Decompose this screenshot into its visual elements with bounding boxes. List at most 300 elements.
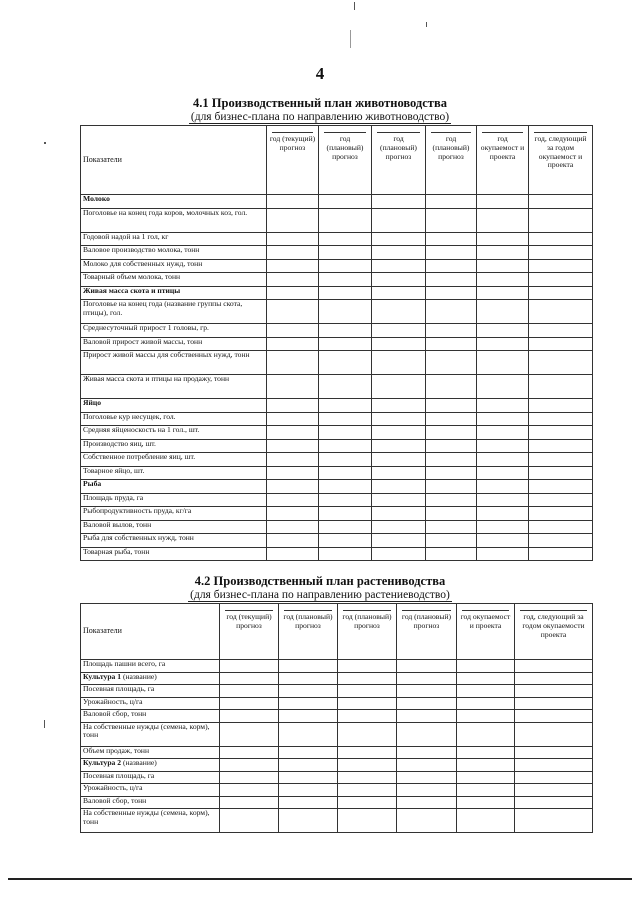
empty-cell (220, 809, 279, 833)
empty-cell (319, 507, 372, 521)
empty-cell (515, 771, 593, 784)
empty-cell (319, 466, 372, 480)
empty-cell (426, 324, 477, 338)
empty-cell (372, 520, 426, 534)
empty-cell (267, 507, 319, 521)
empty-cell (529, 259, 593, 273)
empty-cell (426, 426, 477, 440)
empty-cell (529, 507, 593, 521)
empty-cell (457, 771, 515, 784)
empty-cell (319, 195, 372, 209)
empty-cell (372, 547, 426, 561)
row-label-text: Урожайность, ц/га (83, 783, 143, 792)
row-label (81, 337, 267, 351)
empty-cell (477, 399, 529, 413)
row-label (81, 493, 267, 507)
empty-cell (279, 784, 338, 797)
empty-cell (426, 208, 477, 232)
empty-cell (338, 759, 397, 772)
row-label (81, 232, 267, 246)
table-row (81, 466, 593, 480)
row-label-text: Площадь пруда, га (83, 493, 144, 502)
row-label (81, 480, 267, 494)
table-row (81, 796, 593, 809)
empty-cell (426, 439, 477, 453)
year-blank-line (520, 605, 587, 611)
table-row (81, 246, 593, 260)
empty-cell (319, 480, 372, 494)
empty-cell (267, 412, 319, 426)
empty-cell (529, 375, 593, 399)
empty-cell (279, 796, 338, 809)
empty-cell (529, 547, 593, 561)
empty-cell (319, 534, 372, 548)
empty-cell (319, 453, 372, 467)
empty-cell (372, 259, 426, 273)
row-label (81, 534, 267, 548)
table-row (81, 507, 593, 521)
empty-cell (372, 439, 426, 453)
empty-cell (457, 660, 515, 673)
empty-cell (319, 273, 372, 287)
empty-cell (477, 466, 529, 480)
row-label (81, 507, 267, 521)
empty-cell (457, 796, 515, 809)
row-label-text: Годовой надой на 1 гол, кг (83, 232, 169, 241)
empty-cell (338, 796, 397, 809)
scan-mark (44, 720, 45, 728)
empty-cell (220, 685, 279, 698)
row-label-text: Рыбопродуктивность пруда, кг/га (83, 506, 192, 515)
empty-cell (529, 208, 593, 232)
row-label (81, 208, 267, 232)
row-label-text: Урожайность, ц/га (83, 697, 143, 706)
empty-cell (397, 796, 457, 809)
empty-cell (319, 520, 372, 534)
table-row (81, 771, 593, 784)
table-row (81, 520, 593, 534)
empty-cell (426, 286, 477, 300)
empty-cell (319, 426, 372, 440)
table-row (81, 547, 593, 561)
table-row (81, 232, 593, 246)
empty-cell (426, 507, 477, 521)
empty-cell (279, 697, 338, 710)
empty-cell (372, 246, 426, 260)
empty-cell (267, 466, 319, 480)
scan-mark (426, 22, 427, 27)
empty-cell (426, 412, 477, 426)
row-label-text: Объем продаж, тонн (83, 746, 150, 755)
empty-cell (477, 208, 529, 232)
row-label-text: Посевная площадь, га (83, 684, 155, 693)
empty-cell (338, 771, 397, 784)
empty-cell (267, 259, 319, 273)
row-label (81, 660, 220, 673)
empty-cell (319, 208, 372, 232)
empty-cell (279, 759, 338, 772)
empty-cell (319, 412, 372, 426)
empty-cell (338, 672, 397, 685)
empty-cell (397, 660, 457, 673)
header-col-label: год (текущий) прогноз (269, 134, 316, 152)
empty-cell (319, 286, 372, 300)
empty-cell (397, 685, 457, 698)
empty-cell (529, 426, 593, 440)
table-row (81, 195, 593, 209)
header-col-label: год (плановый) прогноз (283, 612, 333, 630)
year-blank-line (284, 605, 332, 611)
empty-cell (267, 195, 319, 209)
header-year-col (267, 126, 319, 195)
row-label (81, 259, 267, 273)
row-label-suffix: (название) (121, 672, 157, 681)
empty-cell (372, 286, 426, 300)
empty-cell (397, 722, 457, 746)
empty-cell (477, 351, 529, 375)
header-col-label: год (плановый) прогноз (326, 134, 364, 161)
empty-cell (267, 324, 319, 338)
empty-cell (372, 399, 426, 413)
empty-cell (477, 375, 529, 399)
header-indicators: Показатели (81, 604, 220, 660)
empty-cell (529, 480, 593, 494)
empty-cell (426, 466, 477, 480)
row-label (81, 547, 267, 561)
header-col-label: год (плановый) прогноз (432, 134, 470, 161)
table-row (81, 273, 593, 287)
empty-cell (529, 466, 593, 480)
header-year-col (372, 126, 426, 195)
row-label (81, 466, 267, 480)
empty-cell (397, 809, 457, 833)
empty-cell (477, 507, 529, 521)
empty-cell (477, 520, 529, 534)
empty-cell (220, 771, 279, 784)
header-col-label: год (плановый) прогноз (342, 612, 392, 630)
empty-cell (477, 324, 529, 338)
empty-cell (220, 697, 279, 710)
empty-cell (220, 710, 279, 723)
empty-cell (220, 746, 279, 759)
empty-cell (477, 337, 529, 351)
table-row (81, 208, 593, 232)
empty-cell (529, 300, 593, 324)
empty-cell (319, 246, 372, 260)
empty-cell (477, 195, 529, 209)
empty-cell (279, 710, 338, 723)
empty-cell (279, 660, 338, 673)
table-row (81, 480, 593, 494)
empty-cell (529, 453, 593, 467)
row-label (81, 273, 267, 287)
row-label (81, 520, 267, 534)
empty-cell (397, 746, 457, 759)
empty-cell (372, 324, 426, 338)
empty-cell (372, 195, 426, 209)
empty-cell (477, 286, 529, 300)
section2-title: 4.2 Производственный план растениводства (194, 574, 446, 588)
header-indicators: Показатели (81, 126, 267, 195)
empty-cell (397, 784, 457, 797)
header-year-col (477, 126, 529, 195)
year-blank-line (534, 127, 587, 133)
empty-cell (515, 809, 593, 833)
row-label (81, 685, 220, 698)
section1-subtitle: (для бизнес-плана по направлению животноводство) (190, 111, 450, 123)
empty-cell (477, 412, 529, 426)
header-year-col (397, 604, 457, 660)
year-blank-line (343, 605, 391, 611)
empty-cell (515, 722, 593, 746)
empty-cell (477, 273, 529, 287)
empty-cell (267, 480, 319, 494)
row-label-text: Валовой вылов, тонн (83, 520, 152, 529)
empty-cell (477, 259, 529, 273)
empty-cell (319, 337, 372, 351)
empty-cell (529, 412, 593, 426)
empty-cell (279, 722, 338, 746)
empty-cell (279, 809, 338, 833)
row-label-text: Культура 1 (83, 672, 122, 681)
row-label-text: Молоко для собственных нужд, тонн (83, 259, 203, 268)
empty-cell (319, 232, 372, 246)
empty-cell (529, 520, 593, 534)
empty-cell (267, 208, 319, 232)
empty-cell (267, 232, 319, 246)
row-label (81, 771, 220, 784)
year-blank-line (324, 127, 366, 133)
page-bottom-rule (8, 878, 632, 880)
empty-cell (426, 453, 477, 467)
page-number: 4 (315, 64, 325, 83)
header-col-label: год (текущий) прогноз (226, 612, 272, 630)
empty-cell (477, 232, 529, 246)
empty-cell (372, 337, 426, 351)
empty-cell (515, 796, 593, 809)
header-col-label: год окупаемост и проекта (460, 612, 511, 630)
empty-cell (397, 771, 457, 784)
header-col-label: год окупаемост и проекта (480, 134, 525, 161)
empty-cell (319, 375, 372, 399)
year-blank-line (272, 127, 313, 133)
empty-cell (220, 672, 279, 685)
empty-cell (457, 722, 515, 746)
empty-cell (267, 547, 319, 561)
empty-cell (372, 426, 426, 440)
scan-mark (44, 142, 46, 144)
empty-cell (267, 351, 319, 375)
empty-cell (319, 324, 372, 338)
row-label (81, 710, 220, 723)
empty-cell (338, 685, 397, 698)
row-label-text: Посевная площадь, га (83, 771, 155, 780)
empty-cell (267, 493, 319, 507)
row-label-text: Поголовье на конец года (название группы скота, птицы), гол. (83, 299, 243, 317)
empty-cell (220, 759, 279, 772)
empty-cell (426, 520, 477, 534)
row-label-text: Среднесуточный прирост 1 головы, гр. (83, 323, 209, 332)
table-row (81, 809, 593, 833)
row-label (81, 399, 267, 413)
year-blank-line (482, 127, 523, 133)
row-label (81, 286, 267, 300)
table-row (81, 534, 593, 548)
year-blank-line (225, 605, 273, 611)
empty-cell (426, 195, 477, 209)
table-row (81, 453, 593, 467)
empty-cell (397, 759, 457, 772)
empty-cell (515, 746, 593, 759)
empty-cell (372, 453, 426, 467)
empty-cell (477, 246, 529, 260)
empty-cell (515, 685, 593, 698)
empty-cell (267, 375, 319, 399)
empty-cell (529, 286, 593, 300)
empty-cell (426, 246, 477, 260)
empty-cell (338, 660, 397, 673)
year-blank-line (377, 127, 420, 133)
empty-cell (515, 710, 593, 723)
row-label (81, 759, 220, 772)
empty-cell (457, 784, 515, 797)
row-label-text: Площадь пашни всего, га (83, 659, 166, 668)
table-row (81, 672, 593, 685)
empty-cell (426, 399, 477, 413)
header-col-label: год (плановый) прогноз (401, 612, 452, 630)
header-year-col (515, 604, 593, 660)
empty-cell (220, 796, 279, 809)
empty-cell (319, 351, 372, 375)
table-row (81, 710, 593, 723)
empty-cell (529, 399, 593, 413)
empty-cell (515, 697, 593, 710)
header-col-label: год, следующий за годом окупаемости проекта (522, 612, 585, 639)
empty-cell (397, 710, 457, 723)
empty-cell (477, 534, 529, 548)
table-row (81, 784, 593, 797)
empty-cell (477, 439, 529, 453)
row-label-text: Прирост живой массы для собственных нужд, тонн (83, 350, 250, 359)
empty-cell (372, 466, 426, 480)
table-row (81, 351, 593, 375)
empty-cell (319, 439, 372, 453)
row-label (81, 351, 267, 375)
row-label-text: Рыба для собственных нужд, тонн (83, 533, 194, 542)
empty-cell (529, 246, 593, 260)
empty-cell (477, 426, 529, 440)
header-year-col (338, 604, 397, 660)
empty-cell (515, 672, 593, 685)
empty-cell (457, 809, 515, 833)
row-label-text: Живая масса скота и птицы на продажу, тонн (83, 374, 230, 383)
table-row (81, 426, 593, 440)
row-label-text: Собственное потребление яиц, шт. (83, 452, 196, 461)
row-label-text: Культура 2 (83, 758, 122, 767)
livestock-plan-table (80, 125, 593, 561)
year-blank-line (402, 605, 451, 611)
row-label-text: Товарная рыба, тонн (83, 547, 150, 556)
empty-cell (426, 232, 477, 246)
empty-cell (477, 300, 529, 324)
row-label (81, 809, 220, 833)
empty-cell (319, 399, 372, 413)
table-row (81, 399, 593, 413)
crop-plan-table (80, 603, 593, 833)
year-blank-line (431, 127, 471, 133)
section1-title: 4.1 Производственный план животноводства (193, 96, 447, 110)
scan-mark (354, 2, 355, 10)
table-row (81, 300, 593, 324)
empty-cell (529, 273, 593, 287)
empty-cell (426, 547, 477, 561)
table-row (81, 337, 593, 351)
empty-cell (372, 507, 426, 521)
empty-cell (319, 300, 372, 324)
row-label-text: Молоко (83, 194, 110, 203)
empty-cell (426, 480, 477, 494)
empty-cell (267, 286, 319, 300)
row-label (81, 796, 220, 809)
empty-cell (515, 660, 593, 673)
empty-cell (457, 685, 515, 698)
empty-cell (267, 273, 319, 287)
empty-cell (372, 375, 426, 399)
row-label (81, 412, 267, 426)
empty-cell (477, 547, 529, 561)
empty-cell (319, 259, 372, 273)
empty-cell (397, 697, 457, 710)
row-label (81, 195, 267, 209)
empty-cell (372, 232, 426, 246)
table-row (81, 412, 593, 426)
row-label (81, 722, 220, 746)
table-row (81, 759, 593, 772)
row-label (81, 375, 267, 399)
empty-cell (477, 453, 529, 467)
empty-cell (426, 493, 477, 507)
empty-cell (529, 534, 593, 548)
empty-cell (426, 259, 477, 273)
empty-cell (220, 784, 279, 797)
row-label-text: Поголовье кур несущек, гол. (83, 412, 176, 421)
empty-cell (319, 547, 372, 561)
empty-cell (426, 351, 477, 375)
empty-cell (372, 534, 426, 548)
table-row (81, 439, 593, 453)
empty-cell (457, 759, 515, 772)
row-label-text: Поголовье на конец года коров, молочных коз, гол. (83, 208, 248, 217)
empty-cell (279, 672, 338, 685)
row-label-suffix: (название) (121, 758, 157, 767)
empty-cell (426, 534, 477, 548)
table-row (81, 685, 593, 698)
empty-cell (529, 232, 593, 246)
empty-cell (267, 520, 319, 534)
header-year-col (457, 604, 515, 660)
empty-cell (372, 351, 426, 375)
empty-cell (279, 771, 338, 784)
row-label-text: Валовой сбор, тонн (83, 709, 147, 718)
row-label-text: Товарное яйцо, шт. (83, 466, 145, 475)
empty-cell (515, 759, 593, 772)
header-year-col (529, 126, 593, 195)
table-row (81, 746, 593, 759)
section2-subtitle: (для бизнес-плана по направлению растениеводство) (190, 589, 450, 601)
empty-cell (426, 375, 477, 399)
row-label-text: Производство яиц, шт. (83, 439, 156, 448)
empty-cell (529, 195, 593, 209)
